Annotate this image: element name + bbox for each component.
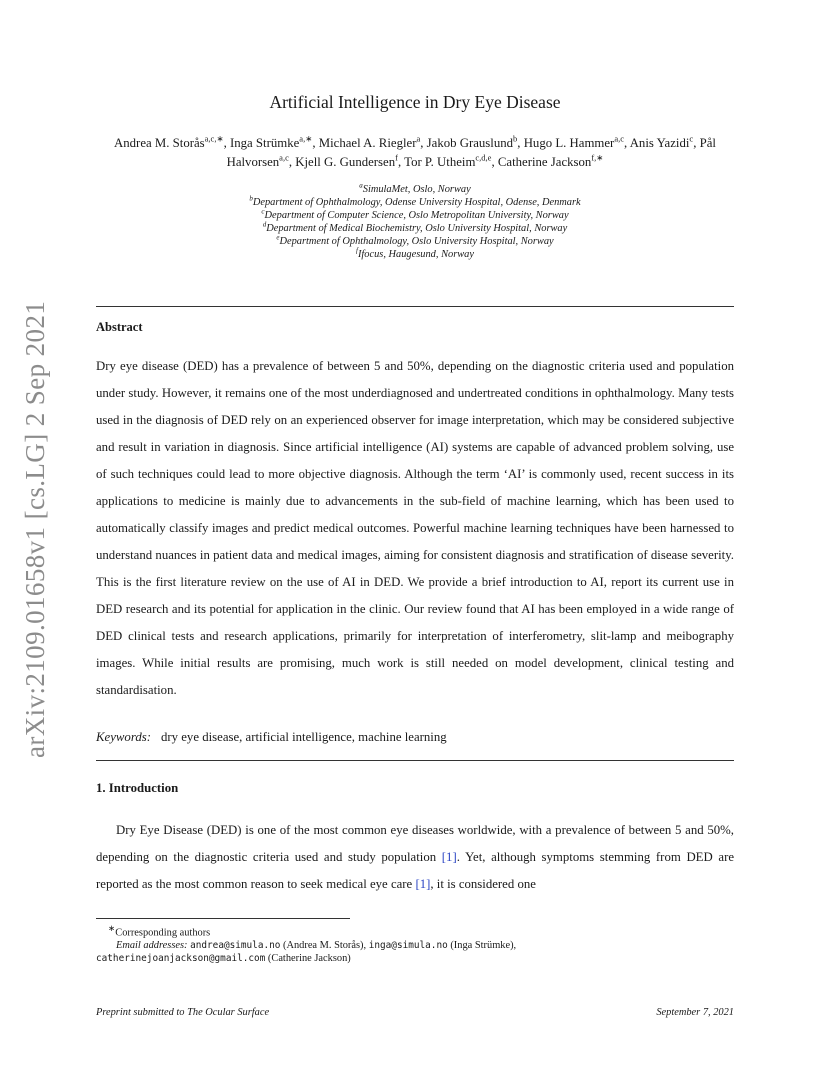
affiliation-line bbox=[96, 183, 734, 196]
affiliation-mark: c bbox=[261, 207, 265, 216]
affiliation-line bbox=[96, 196, 734, 209]
author-affiliation-mark: c,d,e bbox=[475, 152, 492, 163]
affiliation-text: Department of Ophthalmology, Odense University Hospital, Odense, Denmark bbox=[252, 197, 581, 208]
affiliation-line bbox=[96, 222, 734, 235]
arxiv-identifier-text: arXiv:2109.01658v1 [cs.LG] 2 Sep 2021 bbox=[20, 300, 50, 758]
author-name: Inga Strümke bbox=[229, 136, 300, 150]
author-separator: , bbox=[223, 136, 230, 150]
affiliation-text: Ifocus, Haugesund, Norway bbox=[357, 249, 474, 260]
author-affiliation-mark: c bbox=[689, 133, 694, 144]
arxiv-identifier-stamp bbox=[12, 300, 60, 760]
abstract-heading: Abstract bbox=[96, 320, 143, 334]
introduction-text-1: Dry Eye Disease (DED) is one of the most common eye diseases worldwide, with a prevalence of between 5 and 50%, depending on the diagnostic criteria used and study population bbox=[96, 823, 734, 864]
affiliation-line bbox=[96, 209, 734, 222]
abstract-bottom-rule bbox=[96, 760, 734, 761]
affiliation-line bbox=[96, 235, 734, 248]
affiliation-mark: b bbox=[249, 194, 253, 203]
introduction-text-3: , it is considered one bbox=[430, 877, 536, 891]
footnote-corresponding bbox=[96, 922, 736, 939]
footnote-emails bbox=[96, 939, 736, 952]
author-affiliation-mark: a,c,∗ bbox=[204, 133, 224, 144]
citation-link-1[interactable]: [1] bbox=[441, 850, 457, 864]
author-separator: , bbox=[693, 136, 700, 150]
keywords-label: Keywords: bbox=[96, 730, 151, 744]
author-affiliation-mark: b bbox=[513, 133, 518, 144]
keywords-text: dry eye disease, artificial intelligence, machine learning bbox=[160, 730, 447, 744]
citation-link-2[interactable]: [1] bbox=[415, 877, 431, 891]
author-name: Anis Yazidi bbox=[629, 136, 690, 150]
keywords-line bbox=[96, 730, 447, 745]
author-separator: , bbox=[312, 136, 319, 150]
introduction-text-2: . Yet, although symptoms stemming from DED are reported as the most common reason to seek medical eye care bbox=[96, 850, 735, 891]
introduction-paragraph bbox=[96, 817, 734, 898]
author-separator: , bbox=[288, 155, 296, 169]
paper-title: Artificial Intelligence in Dry Eye Disease bbox=[269, 92, 561, 112]
author-list bbox=[96, 134, 734, 172]
footer-preprint-note: Preprint submitted to The Ocular Surface bbox=[96, 1007, 270, 1018]
affiliation-mark: a bbox=[359, 181, 363, 190]
footnote-rule bbox=[96, 918, 350, 919]
author-name: Hugo L. Hammer bbox=[523, 136, 615, 150]
author-affiliation-mark: a,c bbox=[614, 133, 624, 144]
author-affiliation-mark: f bbox=[395, 152, 398, 163]
author-name: Andrea M. Storås bbox=[114, 136, 205, 150]
author-name: Jakob Grauslund bbox=[426, 136, 514, 150]
author-separator: , bbox=[517, 136, 524, 150]
author-name: Michael A. Riegler bbox=[318, 136, 417, 150]
footer-date: September 7, 2021 bbox=[656, 1007, 734, 1018]
affiliation-text: Department of Ophthalmology, Oslo University Hospital, Norway bbox=[279, 236, 554, 247]
footnote-emails-cont bbox=[96, 952, 736, 965]
affiliation-line bbox=[96, 248, 734, 261]
author-separator: , bbox=[491, 155, 498, 169]
affiliation-mark: f bbox=[356, 246, 358, 255]
author-separator: , bbox=[420, 136, 427, 150]
author-affiliation-mark: a bbox=[416, 133, 421, 144]
author-name: Pål Halvorsen bbox=[226, 136, 716, 169]
email-name-2: (Inga Strümke), bbox=[447, 940, 517, 952]
abstract-top-rule bbox=[96, 306, 734, 307]
author-affiliation-mark: a,c bbox=[279, 152, 289, 163]
affiliation-text: SimulaMet, Oslo, Norway bbox=[362, 184, 471, 195]
email-name-1: (Andrea M. Storås), bbox=[280, 940, 369, 952]
author-affiliation-mark: a,∗ bbox=[299, 133, 313, 144]
author-separator: , bbox=[397, 155, 405, 169]
author-affiliation-mark: f,∗ bbox=[591, 152, 604, 163]
affiliation-mark: d bbox=[262, 220, 267, 229]
email-label: Email addresses: bbox=[116, 940, 188, 952]
footnote-mark: ∗ bbox=[108, 923, 116, 933]
author-separator: , bbox=[623, 136, 630, 150]
affiliation-mark: e bbox=[276, 233, 280, 242]
author-name: Kjell G. Gundersen bbox=[295, 155, 396, 169]
email-link-2[interactable]: inga@simula.no bbox=[368, 940, 448, 952]
email-link-3[interactable]: catherinejoanjackson@gmail.com bbox=[96, 953, 266, 965]
affiliation-text: Department of Medical Biochemistry, Oslo University Hospital, Norway bbox=[266, 223, 568, 234]
author-name: Catherine Jackson bbox=[497, 155, 592, 169]
email-link-1[interactable]: andrea@simula.no bbox=[190, 940, 281, 952]
footnotes bbox=[96, 922, 736, 965]
abstract-text: Dry eye disease (DED) has a prevalence of between 5 and 50%, depending on the diagnostic criteria used and population under study. However, it remains one of the most underdiagnosed and undertreated conditions in ophthalmology. Many tests used in the diagnosis of DED rely on an experienced observer for image interpretation, which may be considered subjective and result in variation in diagnosis. Since artificial intelligence (AI) systems are capable of advanced problem solving, use of such techniques could lead to more objective diagnosis. Although the term ‘AI’ is commonly used, recent success in its applications to medicine is mainly due to advancements in the sub-field of machine learning, which has been used to automatically classify images and predict medical outcomes. Powerful machine learning techniques have been harnessed to understand nuances in patient data and medical images, aiming for consistent diagnosis and stratification of disease severity. This is the first literature review on the use of AI in DED. We provide a brief introduction to AI, report its current use in DED research and its potential for application in the clinic. Our review found that AI has been employed in a wide range of DED clinical tests and research applications, primarily for interpretation of interferometry, slit-lamp and meibography images. While initial results are promising, much work is still needed on model development, clinical testing and standardisation. bbox=[96, 359, 734, 697]
email-name-3: (Catherine Jackson) bbox=[265, 953, 351, 965]
affiliation-list bbox=[96, 183, 734, 261]
footnote-corresponding-text: Corresponding authors bbox=[115, 927, 211, 939]
section-heading-introduction: 1. Introduction bbox=[96, 781, 179, 795]
author-name: Tor P. Utheim bbox=[404, 155, 476, 169]
affiliation-text: Department of Computer Science, Oslo Metropolitan University, Norway bbox=[264, 210, 569, 221]
